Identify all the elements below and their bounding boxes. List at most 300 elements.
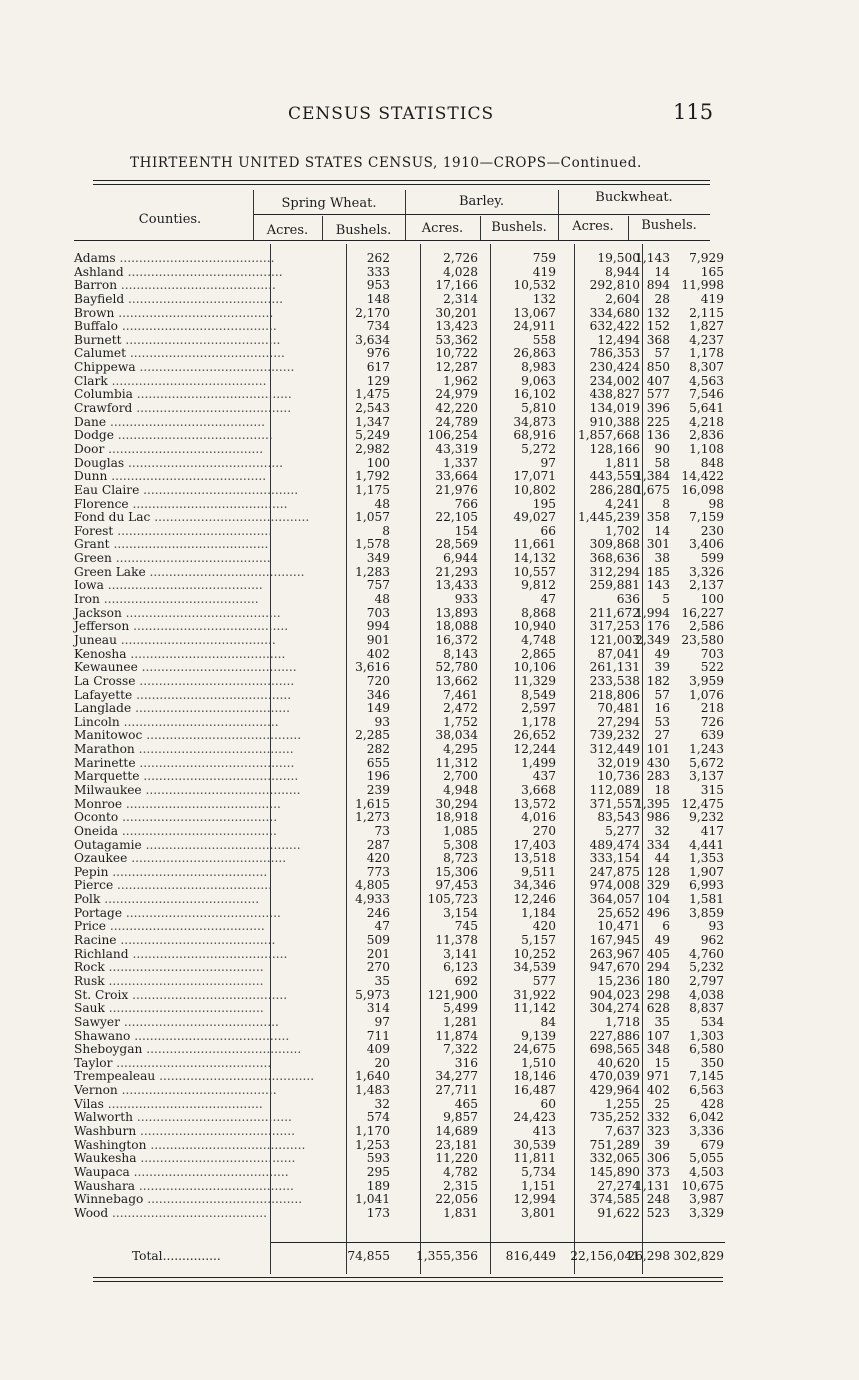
- buckwheat-acres-cell: 348: [646, 1042, 670, 1057]
- barley-acres-cell: 10,532: [513, 278, 556, 293]
- county-name: Waukesha ........................................: [74, 1151, 296, 1166]
- county-name: Marquette ........................................: [74, 769, 299, 784]
- buckwheat-bushels-cell: 1,907: [689, 864, 724, 879]
- barley-bushels-cell: 786,353: [589, 346, 640, 361]
- county-name: Milwaukee ........................................: [74, 782, 301, 797]
- spring-wheat-bushels-cell: 43,319: [435, 441, 478, 456]
- spring-wheat-bushels-cell: 1,085: [443, 823, 478, 838]
- buckwheat-bushels-cell: 7,145: [689, 1069, 724, 1084]
- county-name: Clark ........................................: [74, 373, 267, 388]
- buckwheat-acres-cell: 1,143: [635, 251, 670, 265]
- county-name: Brown ........................................: [74, 305, 274, 320]
- barley-acres-cell: 18,146: [513, 1069, 556, 1084]
- barley-acres-cell: 558: [532, 332, 556, 347]
- table-row: [74, 443, 724, 457]
- spring-wheat-bushels-cell: 33,664: [435, 469, 478, 484]
- buckwheat-bushels-cell: 2,797: [689, 973, 724, 988]
- table-row: [74, 675, 724, 689]
- buckwheat-bushels-cell: 1,353: [689, 851, 724, 866]
- table-row: [74, 416, 724, 430]
- spring-wheat-bushels-cell: 18,088: [435, 619, 478, 634]
- county-name: Iron ........................................: [74, 592, 259, 607]
- buckwheat-acres-cell: 25: [654, 1096, 670, 1111]
- spring-wheat-bushels-cell: 53,362: [435, 332, 478, 347]
- barley-acres-cell: 4,016: [521, 810, 556, 825]
- barley-bushels-cell: 10,736: [597, 769, 640, 784]
- spring-wheat-acres-cell: 2,285: [355, 728, 390, 743]
- buckwheat-acres-cell: 225: [646, 414, 670, 429]
- buckwheat-acres-cell: 248: [646, 1192, 670, 1207]
- barley-acres-cell: 24,911: [513, 319, 556, 334]
- spring-wheat-acres-cell: 409: [366, 1042, 390, 1057]
- buckwheat-acres-cell: 39: [654, 660, 670, 675]
- buckwheat-acres-cell: 373: [646, 1164, 670, 1179]
- table-row: [74, 607, 724, 621]
- county-name: Polk ........................................: [74, 892, 260, 907]
- barley-acres-cell: 8,983: [521, 360, 556, 375]
- table-row: [74, 1084, 724, 1098]
- buckwheat-bushels-cell: 4,038: [689, 987, 724, 1002]
- buckwheat-acres-cell: 894: [646, 278, 670, 293]
- barley-bushels-cell: 1,702: [605, 523, 640, 538]
- barley-bushels-cell: 25,652: [597, 905, 640, 920]
- barley-bushels-cell: 8,944: [605, 264, 640, 279]
- county-name: Waushara ........................................: [74, 1178, 294, 1193]
- table-row: [74, 1125, 724, 1139]
- buckwheat-acres-cell: 332: [646, 1110, 670, 1125]
- barley-acres-cell: 10,802: [513, 482, 556, 497]
- barley-acres-cell: 17,071: [513, 469, 556, 484]
- county-name: Juneau ........................................: [74, 632, 276, 647]
- buckwheat-bushels-cell: 23,580: [681, 632, 724, 647]
- barley-bushels-cell: 636: [616, 592, 640, 607]
- spring-wheat-acres-cell: 3,634: [355, 332, 390, 347]
- buckwheat-acres-cell: 6: [662, 919, 670, 934]
- barley-acres-cell: 9,139: [521, 1028, 556, 1043]
- buckwheat-bushels-cell: 8,307: [689, 360, 724, 375]
- buckwheat-acres-cell: 35: [654, 1014, 670, 1029]
- buckwheat-acres-cell: 407: [646, 373, 670, 388]
- county-name: Taylor ........................................: [74, 1055, 272, 1070]
- barley-acres-cell: 11,329: [513, 673, 556, 688]
- buckwheat-acres-cell: 32: [654, 823, 670, 838]
- barley-bushels-cell: 292,810: [589, 278, 640, 293]
- spring-wheat-acres-cell: 282: [366, 742, 390, 757]
- table-row: [74, 347, 724, 361]
- barley-bushels-cell: 910,388: [589, 414, 640, 429]
- spring-wheat-acres-cell: 48: [374, 592, 390, 607]
- buckwheat-acres-cell: 180: [646, 973, 670, 988]
- barley-acres-cell: 195: [532, 496, 556, 511]
- spring-wheat-acres-cell: 1,347: [355, 414, 390, 429]
- barley-acres-cell: 14,132: [513, 551, 556, 566]
- spring-wheat-acres-cell: 48: [374, 496, 390, 511]
- table-row: [74, 1002, 724, 1016]
- spring-wheat-acres-cell: 1,273: [355, 810, 390, 825]
- spring-wheat-acres-cell: 1,170: [355, 1124, 390, 1138]
- spring-wheat-bushels-cell: 3,154: [443, 905, 478, 920]
- barley-acres-cell: 11,811: [513, 1151, 556, 1166]
- barley-acres-cell: 16,487: [513, 1083, 556, 1098]
- spring-wheat-acres-cell: 574: [366, 1110, 390, 1125]
- table-row: [74, 825, 724, 839]
- total-buckwheat-bushels: 302,829: [673, 1249, 724, 1263]
- barley-acres-cell: 49,027: [513, 510, 556, 525]
- spring-wheat-bushels-cell: 24,789: [435, 414, 478, 429]
- table-row: [74, 1207, 724, 1221]
- table-row: [74, 839, 724, 853]
- buckwheat-bushels-cell: 1,581: [689, 892, 724, 907]
- table-row: [74, 907, 724, 921]
- table-row: [74, 538, 724, 552]
- spring-wheat-acres-cell: 901: [366, 632, 390, 647]
- barley-acres-cell: 2,597: [521, 701, 556, 716]
- barley-acres-cell: 68,916: [513, 428, 556, 443]
- barley-acres-cell: 12,246: [513, 892, 556, 907]
- table-row: [74, 989, 724, 1003]
- county-name: Dunn ........................................: [74, 469, 267, 484]
- buckwheat-acres-cell: 334: [646, 837, 670, 852]
- table-row: [74, 634, 724, 648]
- barley-bushels-cell: 27,294: [597, 714, 640, 729]
- barley-bushels-cell: 374,585: [589, 1192, 640, 1207]
- barley-acres-cell: 4,748: [521, 632, 556, 647]
- barley-bushels-cell: 974,008: [589, 878, 640, 893]
- buckwheat-bushels-cell: 1,243: [689, 742, 724, 757]
- barley-bushels-cell: 309,868: [589, 537, 640, 552]
- barley-acres-header: Acres.: [421, 221, 464, 236]
- spring-wheat-bushels-cell: 11,312: [435, 755, 478, 770]
- bottom-rule-2: [93, 1281, 723, 1282]
- table-row: [74, 743, 724, 757]
- buckwheat-bushels-cell: 7,929: [689, 251, 724, 265]
- table-row: [74, 1139, 724, 1153]
- buckwheat-acres-cell: 368: [646, 332, 670, 347]
- spring-wheat-bushels-cell: 105,723: [427, 892, 478, 907]
- barley-bushels-cell: 334,680: [589, 305, 640, 320]
- buckwheat-acres-cell: 143: [646, 578, 670, 593]
- spring-wheat-bushels-cell: 30,201: [435, 305, 478, 320]
- barley-acres-cell: 759: [532, 251, 556, 265]
- spring-wheat-acres-cell: 976: [366, 346, 390, 361]
- spring-wheat-bushels-cell: 13,423: [435, 319, 478, 334]
- barley-bushels-cell: 698,565: [589, 1042, 640, 1057]
- buckwheat-bushels-cell: 428: [700, 1096, 724, 1111]
- barley-acres-cell: 17,403: [513, 837, 556, 852]
- buckwheat-acres-cell: 283: [646, 769, 670, 784]
- spring-wheat-acres-cell: 47: [374, 919, 390, 934]
- table-row: [74, 320, 724, 334]
- spring-wheat-acres-cell: 1,283: [355, 564, 390, 579]
- table-row: [74, 879, 724, 893]
- buckwheat-acres-cell: 496: [646, 905, 670, 920]
- county-name: Rusk ........................................: [74, 973, 264, 988]
- county-name: Eau Claire ........................................: [74, 482, 299, 497]
- barley-bushels-cell: 259,881: [589, 578, 640, 593]
- barley-bushels-cell: 87,041: [597, 646, 640, 661]
- barley-bushels-cell: 40,620: [597, 1055, 640, 1070]
- running-head: [0, 100, 859, 130]
- spring-wheat-acres-cell: 246: [366, 905, 390, 920]
- buckwheat-acres-cell: 358: [646, 510, 670, 525]
- buckwheat-bushels-cell: 6,042: [689, 1110, 724, 1125]
- barley-acres-cell: 97: [540, 455, 556, 470]
- spring-wheat-bushels-cell: 766: [454, 496, 478, 511]
- spring-wheat-acres-cell: 8: [382, 523, 390, 538]
- buckwheat-acres-cell: 850: [646, 360, 670, 375]
- barley-bushels-cell: 312,449: [589, 742, 640, 757]
- spring-wheat-bushels-cell: 12,287: [435, 360, 478, 375]
- spring-wheat-bushels-cell: 2,726: [443, 251, 478, 265]
- spring-wheat-acres-cell: 97: [374, 1014, 390, 1029]
- county-name: Rock ........................................: [74, 960, 264, 975]
- barley-bushels-cell: 1,718: [605, 1014, 640, 1029]
- spring-wheat-acres-cell: 1,253: [355, 1137, 390, 1152]
- buckwheat-acres-cell: 53: [654, 714, 670, 729]
- buckwheat-acres-cell: 182: [646, 673, 670, 688]
- spring-wheat-acres-cell: 420: [366, 851, 390, 866]
- barley-bushels-cell: 1,857,668: [577, 428, 640, 443]
- barley-acres-cell: 11,142: [513, 1001, 556, 1016]
- buckwheat-acres-cell: 523: [646, 1205, 670, 1220]
- barley-bushels-cell: 947,670: [589, 960, 640, 975]
- buckwheat-acres-cell: 104: [646, 892, 670, 907]
- page-number: 115: [673, 100, 714, 124]
- barley-acres-cell: 3,801: [521, 1205, 556, 1220]
- spring-wheat-bushels-cell: 11,378: [435, 933, 478, 948]
- buckwheat-bushels-cell: 2,836: [689, 428, 724, 443]
- spring-wheat-acres-cell: 593: [366, 1151, 390, 1166]
- barley-acres-cell: 34,873: [513, 414, 556, 429]
- buckwheat-bushels-cell: 417: [700, 823, 724, 838]
- spring-wheat-bushels-cell: 1,752: [443, 714, 478, 729]
- spring-wheat-acres-cell: 402: [366, 646, 390, 661]
- county-name: Langlade ........................................: [74, 701, 291, 716]
- barley-header: Barley.: [458, 194, 505, 209]
- buckwheat-bushels-cell: 4,237: [689, 332, 724, 347]
- table-row: [74, 593, 724, 607]
- buckwheat-bushels-cell: 315: [700, 782, 724, 797]
- county-name: Marinette ........................................: [74, 755, 295, 770]
- spring-wheat-acres-cell: 1,475: [355, 387, 390, 402]
- barley-bushels-cell: 261,131: [589, 660, 640, 675]
- spring-wheat-bushels-cell: 1,281: [443, 1014, 478, 1029]
- spring-wheat-bushels-cell: 1,831: [443, 1205, 478, 1220]
- spring-wheat-acres-cell: 773: [366, 864, 390, 879]
- spring-wheat-bushels-cell: 2,314: [443, 291, 478, 306]
- county-name: Price ........................................: [74, 919, 265, 934]
- buckwheat-acres-cell: 57: [654, 346, 670, 361]
- county-name: Green Lake ........................................: [74, 564, 305, 579]
- spring-wheat-acres-cell: 346: [366, 687, 390, 702]
- county-name: Walworth ........................................: [74, 1110, 292, 1125]
- table-row: [74, 1152, 724, 1166]
- county-name: Shawano ........................................: [74, 1028, 290, 1043]
- table-row: [74, 852, 724, 866]
- spring-wheat-bushels-cell: 745: [454, 919, 478, 934]
- buckwheat-bushels-cell: 3,336: [689, 1124, 724, 1138]
- table-row: [74, 252, 724, 266]
- spring-wheat-acres-cell: 73: [374, 823, 390, 838]
- table-row: [74, 716, 724, 730]
- bottom-rule: [93, 1277, 723, 1278]
- buckwheat-bushels-cell: 419: [700, 291, 724, 306]
- spring-wheat-bushels-cell: 121,900: [427, 987, 478, 1002]
- county-name: Forest ........................................: [74, 523, 273, 538]
- spring-wheat-bushels-cell: 22,105: [435, 510, 478, 525]
- buckwheat-bushels-cell: 7,546: [689, 387, 724, 402]
- spring-wheat-bushels-cell: 7,322: [443, 1042, 478, 1057]
- barley-bushels-cell: 1,811: [605, 455, 640, 470]
- group-rule: [253, 214, 710, 215]
- spring-wheat-acres-cell: 2,543: [355, 401, 390, 416]
- buckwheat-acres-cell: 15: [654, 1055, 670, 1070]
- county-name: Kenosha ........................................: [74, 646, 286, 661]
- spring-wheat-acres-cell: 1,792: [355, 469, 390, 484]
- county-name: Pierce ........................................: [74, 878, 273, 893]
- table-row: [74, 1098, 724, 1112]
- table-row: [74, 961, 724, 975]
- spring-wheat-bushels-cell: 24,979: [435, 387, 478, 402]
- table-row: [74, 934, 724, 948]
- spring-wheat-header: Spring Wheat.: [281, 196, 377, 211]
- counties-header: Counties.: [138, 212, 202, 227]
- table-row: [74, 484, 724, 498]
- buckwheat-bushels-cell: 5,672: [689, 755, 724, 770]
- buckwheat-bushels-cell: 1,303: [689, 1028, 724, 1043]
- buckwheat-bushels-cell: 522: [700, 660, 724, 675]
- buckwheat-bushels-cell: 3,329: [689, 1205, 724, 1220]
- spring-wheat-bushels-cell: 5,499: [443, 1001, 478, 1016]
- buckwheat-acres-cell: 986: [646, 810, 670, 825]
- buckwheat-bushels-cell: 12,475: [681, 796, 724, 811]
- table-row: [74, 784, 724, 798]
- buckwheat-acres-cell: 294: [646, 960, 670, 975]
- barley-acres-cell: 9,063: [521, 373, 556, 388]
- barley-acres-cell: 11,661: [513, 537, 556, 552]
- barley-acres-cell: 24,423: [513, 1110, 556, 1125]
- county-name: Ashland ........................................: [74, 264, 283, 279]
- buckwheat-bushels-cell: 5,641: [689, 401, 724, 416]
- buckwheat-bushels-cell: 1,108: [689, 441, 724, 456]
- buckwheat-bushels-cell: 9,232: [689, 810, 724, 825]
- buckwheat-header: Buckwheat.: [595, 190, 673, 205]
- table-row: [74, 1030, 724, 1044]
- spring-wheat-bushels-cell: 21,976: [435, 482, 478, 497]
- buckwheat-bushels-cell: 962: [700, 933, 724, 948]
- table-row: [74, 920, 724, 934]
- table-row: [74, 457, 724, 471]
- barley-acres-cell: 30,539: [513, 1137, 556, 1152]
- buckwheat-acres-cell: 128: [646, 864, 670, 879]
- barley-acres-cell: 5,734: [521, 1164, 556, 1179]
- county-name: Adams ........................................: [74, 251, 275, 265]
- spring-wheat-bushels-cell: 4,028: [443, 264, 478, 279]
- buckwheat-acres-cell: 1,131: [635, 1178, 670, 1193]
- barley-bushels-cell: 4,241: [605, 496, 640, 511]
- spring-wheat-acres-cell: 20: [374, 1055, 390, 1070]
- table-row: [74, 1043, 724, 1057]
- buckwheat-bushels-cell: 218: [700, 701, 724, 716]
- county-name: Bayfield ........................................: [74, 291, 283, 306]
- buckwheat-acres-cell: 430: [646, 755, 670, 770]
- county-name: Sauk ........................................: [74, 1001, 264, 1016]
- barley-bushels-cell: 91,622: [597, 1205, 640, 1220]
- county-name: Sawyer ........................................: [74, 1014, 279, 1029]
- spring-wheat-bushels-cell: 18,918: [435, 810, 478, 825]
- buckwheat-bushels-cell: 5,232: [689, 960, 724, 975]
- buckwheat-bushels-cell: 4,563: [689, 373, 724, 388]
- table-row: [74, 279, 724, 293]
- spring-wheat-acres-cell: 1,057: [355, 510, 390, 525]
- spring-wheat-acres-cell: 201: [366, 946, 390, 961]
- barley-acres-cell: 34,539: [513, 960, 556, 975]
- buckwheat-acres-cell: 5: [662, 592, 670, 607]
- buckwheat-bushels-cell: 848: [700, 455, 724, 470]
- table-row: [74, 1166, 724, 1180]
- buckwheat-acres-cell: 301: [646, 537, 670, 552]
- spring-wheat-bushels-cell: 316: [454, 1055, 478, 1070]
- buckwheat-bushels-cell: 703: [700, 646, 724, 661]
- county-name: Dane ........................................: [74, 414, 265, 429]
- barley-acres-cell: 16,102: [513, 387, 556, 402]
- spring-wheat-bushels-cell: 933: [454, 592, 478, 607]
- buckwheat-acres-cell: 1,395: [635, 796, 670, 811]
- barley-acres-cell: 1,178: [521, 714, 556, 729]
- spring-wheat-acres-cell: 617: [366, 360, 390, 375]
- table-row: [74, 498, 724, 512]
- spring-wheat-acres-cell: 994: [366, 619, 390, 634]
- barley-bushels-cell: 429,964: [589, 1083, 640, 1098]
- table-row: [74, 361, 724, 375]
- buckwheat-acres-cell: 628: [646, 1001, 670, 1016]
- barley-acres-cell: 10,106: [513, 660, 556, 675]
- buckwheat-acres-cell: 396: [646, 401, 670, 416]
- barley-acres-cell: 419: [532, 264, 556, 279]
- table-row: [74, 702, 724, 716]
- table-row: [74, 770, 724, 784]
- county-header-rule: [74, 240, 254, 241]
- buckwheat-bushels-cell: 98: [708, 496, 724, 511]
- buckwheat-bushels-cell: 16,098: [681, 482, 724, 497]
- county-name: Green ........................................: [74, 551, 271, 566]
- spring-wheat-bushels-cell: 106,254: [427, 428, 478, 443]
- buckwheat-acres-cell: 8: [662, 496, 670, 511]
- barley-bushels-cell: 128,166: [589, 441, 640, 456]
- buckwheat-bushels-cell: 3,859: [689, 905, 724, 920]
- county-name: Burnett ........................................: [74, 332, 281, 347]
- table-row: [74, 975, 724, 989]
- spring-wheat-bushels-cell: 6,123: [443, 960, 478, 975]
- county-name: Vilas ........................................: [74, 1096, 263, 1111]
- county-name: Chippewa ........................................: [74, 360, 295, 375]
- spring-wheat-acres-cell: 333: [366, 264, 390, 279]
- barley-acres-cell: 13,518: [513, 851, 556, 866]
- buckwheat-bushels-cell: 6,993: [689, 878, 724, 893]
- county-name: Columbia ........................................: [74, 387, 292, 402]
- barley-bushels-cell: 83,543: [597, 810, 640, 825]
- buckwheat-acres-cell: 1,675: [635, 482, 670, 497]
- barley-acres-cell: 577: [532, 973, 556, 988]
- barley-bushels-cell: 632,422: [589, 319, 640, 334]
- barley-bushels-cell: 234,002: [589, 373, 640, 388]
- total-label: Total...............: [132, 1249, 221, 1263]
- barley-bushels-cell: 371,557: [589, 796, 640, 811]
- buckwheat-acres-cell: 90: [654, 441, 670, 456]
- table-row: [74, 1070, 724, 1084]
- barley-acres-cell: 1,499: [521, 755, 556, 770]
- barley-acres-cell: 420: [532, 919, 556, 934]
